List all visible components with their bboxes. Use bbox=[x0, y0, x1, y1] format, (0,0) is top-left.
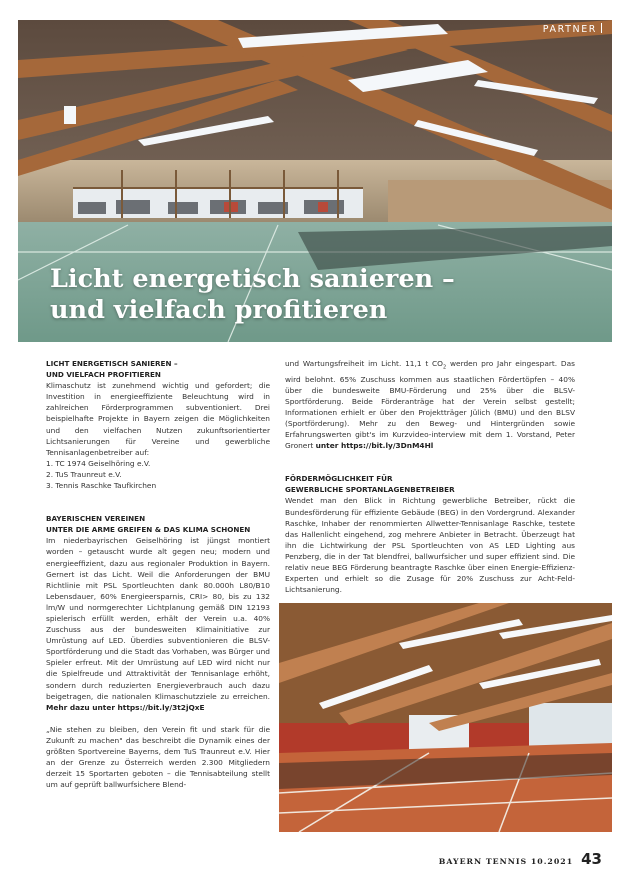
section-heading-vereine-1: BAYERISCHEN VEREINEN bbox=[46, 514, 146, 524]
page-title-line-2: und vielfach profitieren bbox=[50, 295, 388, 325]
right-column bbox=[285, 358, 575, 595]
link-geiselhoering[interactable]: Mehr dazu unter https://bit.ly/3t2jQxE bbox=[46, 702, 205, 712]
section-heading-vereine-2: UNTER DIE ARME GREIFEN & DAS KLIMA SCHONEN bbox=[46, 525, 251, 535]
magazine-name: BAYERN TENNIS 10.2021 bbox=[438, 857, 574, 866]
partner-label: PARTNER bbox=[543, 23, 602, 35]
page-footer bbox=[439, 850, 602, 868]
traunreut-paragraph: „Nie stehen zu bleiben, den Verein fit und stark für die Zukunft zu machen" das beschreibt die Dynamik eines der größten Sportvereine Bayerns, dem TuS Traunreut e.V. Hier an der Grenze zu Österreich werden 2.300 Mitgliedern derzeit 15 Sportarten geboten – die Tennisabteilung stellt um auf geprüft ballwurfsichere Blend- bbox=[46, 724, 270, 790]
section-heading-gewerblich-1: FÖRDERMÖGLICHKEIT FÜR bbox=[285, 474, 393, 484]
page-number: 43 bbox=[581, 850, 602, 868]
intro-heading-line-2: UND VIELFACH PROFITIEREN bbox=[46, 370, 161, 380]
clay-court-hall-image bbox=[279, 603, 612, 832]
intro-paragraph: Klimaschutz ist zunehmend wichtig und gefordert; die Investition in energieeffiziente Beleuchtung wird in zahlreichen Förderprogrammen subventioniert. Drei beispielhafte Projekte in Bayern zeigen die Möglichkeiten und den vielfachen Nutzen zukunftsorientierter Lichtsanierungen für Vereine und gewerbliche Tennisanlagenbetreiber auf: bbox=[46, 381, 270, 457]
traunreut-continued-paragraph: und Wartungsfreiheit im Licht. 11,1 t $CO_2$ werden pro Jahr eingespart. Das wird belohnt. 65% Zuschuss kommen aus staatlichen Fördertöpfen – 40% über die bundesweite BMU-Förderung und 25% über die BLSV-Sportförderung. Beide Förderanträge hat der Verein selbst gestellt; Informationen erhielt er über den Projektträger Jülich (BMU) und den BLSV (Sportförderung). Mehr zu den Beweg- und Hintergründen sowie Erfahrungswerten gibt's im Kurzvideo-interview mit dem 1. Vorstand, Peter Gronert unter https://bit.ly/3DnM4Hl bbox=[285, 359, 576, 451]
left-column bbox=[46, 358, 270, 790]
project-list-item-2: 2. TuS Traunreut e.V. bbox=[46, 469, 122, 479]
section-heading-gewerblich-2: GEWERBLICHE SPORTANLAGENBETREIBER bbox=[285, 485, 455, 495]
project-list-item-1: 1. TC 1974 Geiselhöring e.V. bbox=[46, 458, 151, 468]
clay-court-photo bbox=[279, 603, 612, 832]
hero-image bbox=[18, 20, 612, 342]
geiselhoering-paragraph: Im niederbayrischen Geiselhöring ist jüngst montiert worden – getauscht wurde alt gegen neu; modern und energieeffizient, dazu aus regionaler Produktion in Bayern. Gernert ist das Licht. Weil die Anforderungen der BMU Richtlinie mit PSL Sportleuchten dank 80.000h L80/B10 Lebensdauer, 60% Energieersparnis, CRI> 80, bis zu 132 lm/W und normgerechter Lichtplanung gemäß DIN 12193 spielerisch erfüllt werden, erhält der Verein u.a. 40% Zuschuss aus der bundesweiten Klimainitiative zur Umrüstung auf LED. Überdies subventionieren die BLSV-Sportförderung und die Stadt das Vorhaben, was Bürger und Spieler erfreut. Mit der Umrüstung auf LED wird nicht nur die Spielfreude und Attraktivität der Tennisanlage erhöht, sondern durch reduzierten Energieverbrauch auch dazu beigetragen, die nationalen Klimaschutzziele zu erreichen. Mehr dazu unter https://bit.ly/3t2jQxE bbox=[46, 536, 270, 712]
link-traunreut-video[interactable]: unter https://bit.ly/3DnM4Hl bbox=[315, 441, 434, 451]
page-title-line-1: Licht energetisch sanieren – bbox=[50, 264, 455, 294]
raschke-paragraph: Wendet man den Blick in Richtung gewerbliche Betreiber, rückt die Bundesförderung für effiziente Gebäude (BEG) in den Vordergrund. Alexander Raschke, Inhaber der renommierten Allwetter-Tennisanlage Raschke, testete das Hallenlicht eingehend, zog mehrere Anbieter in Betracht. Überzeugt hat ihn die Lichtwirkung der PSL Sportleuchten von AS LED Lighting aus Penzberg, die in der Tat blendfrei, ballwurfsicher und super effizient sind. Die relativ neue BEG Förderung beantragte Raschke über einen Energie-Effizienz-Experten und erhielt so die Zusage für 20% Zuschuss zur Acht-Feld-Lichtsanierung. bbox=[285, 496, 575, 595]
intro-heading-line-1: LICHT ENERGETISCH SANIEREN – bbox=[46, 359, 178, 368]
project-list-item-3: 3. Tennis Raschke Taufkirchen bbox=[46, 481, 157, 491]
page-title bbox=[50, 264, 455, 326]
